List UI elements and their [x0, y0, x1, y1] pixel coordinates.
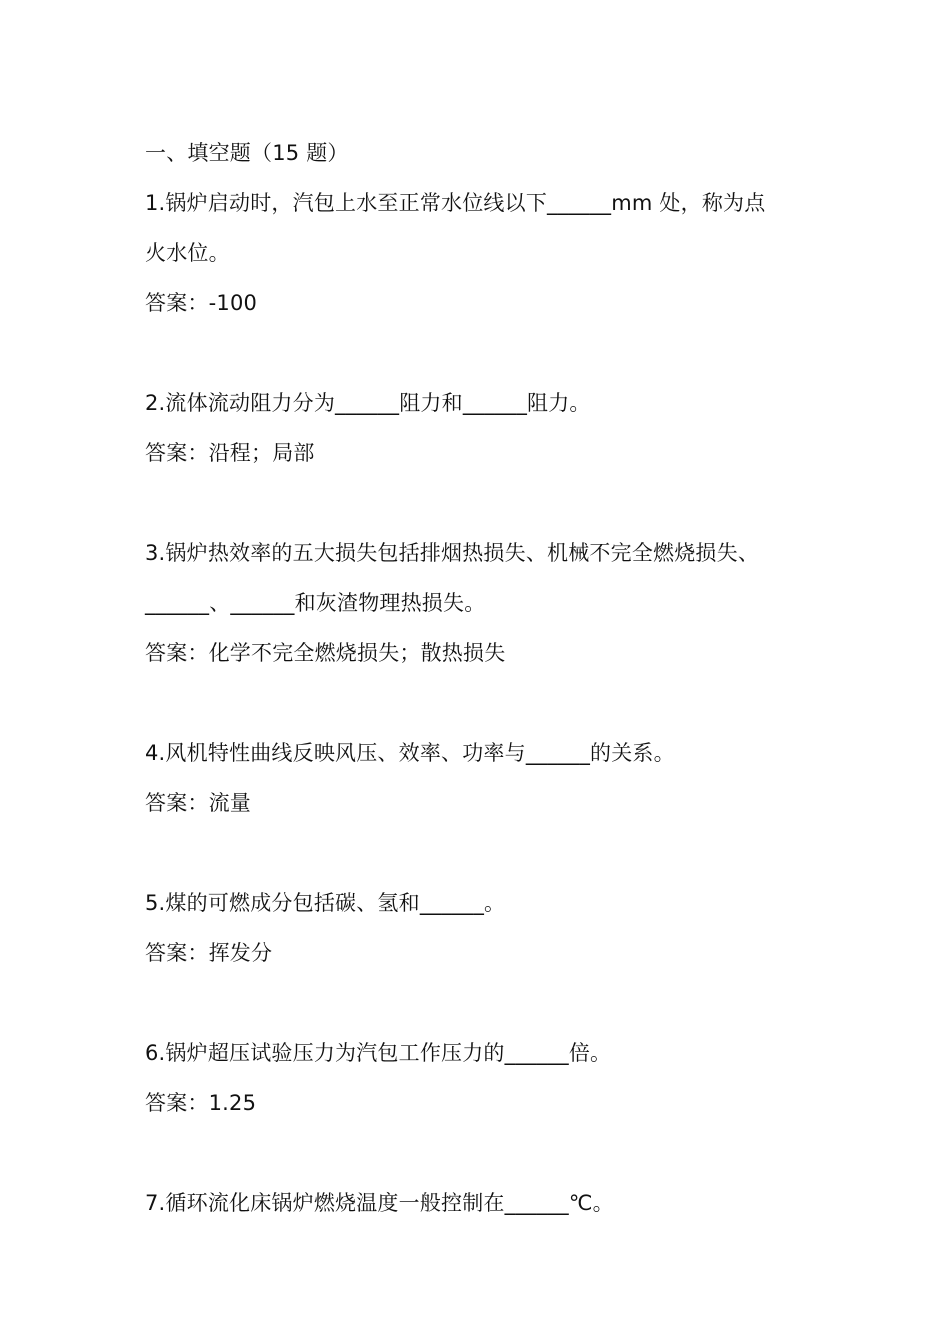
question-7: [145, 1178, 825, 1228]
spacer: [145, 478, 825, 528]
question-3: [145, 528, 825, 678]
question-text-line: 7.循环流化床锅炉燃烧温度一般控制在______℃。: [145, 1191, 614, 1215]
question-text-line: 5.煤的可燃成分包括碳、氢和______。: [145, 891, 506, 915]
answer-text: 答案：流量: [145, 791, 251, 815]
question-text-line: 4.风机特性曲线反映风压、效率、功率与______的关系。: [145, 741, 675, 765]
question-text-line: 6.锅炉超压试验压力为汽包工作压力的______倍。: [145, 1041, 612, 1065]
spacer: [145, 978, 825, 1028]
spacer: [145, 328, 825, 378]
question-text-line: ______、______和灰渣物理热损失。: [145, 591, 486, 615]
answer-text: 答案：1.25: [145, 1091, 257, 1115]
spacer: [145, 1128, 825, 1178]
spacer: [145, 678, 825, 728]
answer-text: 答案：挥发分: [145, 941, 273, 965]
question-text-line: 1.锅炉启动时，汽包上水至正常水位线以下______mm 处，称为点: [145, 191, 766, 215]
answer-text: 答案：化学不完全燃烧损失；散热损失: [145, 641, 506, 665]
question-4: [145, 728, 825, 828]
question-text-line: 火水位。: [145, 241, 230, 265]
spacer: [145, 828, 825, 878]
question-1: [145, 178, 825, 328]
question-5: [145, 878, 825, 978]
question-6: [145, 1028, 825, 1128]
answer-text: 答案：-100: [145, 291, 258, 315]
document-content: [145, 128, 825, 1228]
question-text-line: 2.流体流动阻力分为______阻力和______阻力。: [145, 391, 591, 415]
section-title: 一、填空题（15 题）: [145, 141, 349, 165]
question-text-line: 3.锅炉热效率的五大损失包括排烟热损失、机械不完全燃烧损失、: [145, 541, 760, 565]
answer-text: 答案：沿程；局部: [145, 441, 315, 465]
question-2: [145, 378, 825, 478]
